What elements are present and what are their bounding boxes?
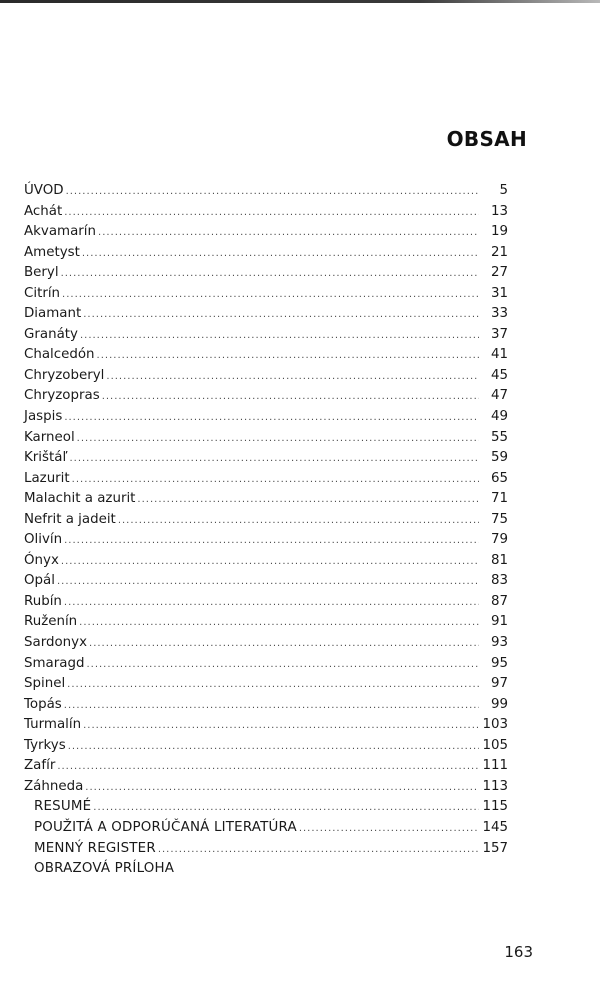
toc-entry-page: 97	[490, 676, 508, 692]
toc-entry	[24, 571, 508, 592]
toc-entry-title: Opál	[24, 573, 55, 589]
toc-entry-page: 71	[490, 491, 508, 507]
toc-entry	[24, 715, 508, 736]
toc-entry-page: 65	[490, 470, 508, 486]
toc-dot-leader	[69, 449, 479, 470]
toc-entry	[24, 654, 508, 675]
toc-dot-leader	[79, 613, 479, 634]
toc-dot-leader	[77, 429, 479, 450]
toc-entry-page: 27	[490, 265, 508, 281]
page-number: 163	[504, 943, 533, 961]
toc-entry-page: 55	[490, 429, 508, 445]
toc-dot-leader	[64, 593, 479, 614]
toc-entry-page: 111	[482, 758, 508, 774]
toc-entry	[24, 469, 508, 490]
toc-dot-leader	[72, 470, 479, 491]
toc-entry	[24, 366, 508, 387]
toc-dot-leader	[83, 305, 479, 326]
toc-entry-page: 21	[490, 244, 508, 260]
toc-entry-page: 95	[490, 655, 508, 671]
toc-entry-page: 31	[490, 285, 508, 301]
toc-dot-leader	[83, 716, 479, 737]
toc-entry-page: 105	[482, 737, 508, 753]
toc-dot-leader	[57, 757, 479, 778]
toc-dot-leader	[61, 552, 479, 573]
toc-entry-title: RESUMÉ	[34, 799, 92, 815]
toc-entry-title: Chalcedón	[24, 347, 95, 363]
toc-entry-title: Záhneda	[24, 778, 84, 794]
toc-dot-leader	[64, 408, 479, 429]
toc-entry	[24, 859, 508, 880]
toc-entry-title: Malachit a azurit	[24, 491, 136, 507]
toc-entry-title: Ametyst	[24, 244, 80, 260]
toc-entry	[24, 345, 508, 366]
toc-entry-page: 103	[482, 717, 508, 733]
toc-entry-title: Nefrit a jadeit	[24, 511, 116, 527]
toc-entry-title: Karneol	[24, 429, 75, 445]
page-top-edge	[0, 0, 600, 3]
toc-entry	[24, 263, 508, 284]
toc-entry	[24, 284, 508, 305]
toc-entry	[24, 530, 508, 551]
toc-entry-page: 145	[482, 819, 508, 835]
toc-dot-leader	[137, 490, 479, 511]
toc-entry-title: Citrín	[24, 285, 61, 301]
toc-entry	[24, 325, 508, 346]
toc-entry-page: 45	[490, 367, 508, 383]
toc-entry-page: 99	[490, 696, 508, 712]
toc-dot-leader	[98, 223, 479, 244]
toc-entry	[24, 489, 508, 510]
toc-entry-title: Rubín	[24, 593, 62, 609]
toc-entry-page: 75	[490, 511, 508, 527]
toc-entry-page: 157	[482, 840, 508, 856]
toc-entry	[24, 612, 508, 633]
toc-dot-leader	[118, 511, 479, 532]
toc-entry-title: Chryzoberyl	[24, 367, 105, 383]
toc-entry-title: Granáty	[24, 326, 78, 342]
toc-entry	[24, 428, 508, 449]
toc-entry-title: Krištáľ	[24, 450, 68, 466]
toc-entry-page: 115	[482, 799, 508, 815]
toc-entry	[24, 633, 508, 654]
toc-entry-title: Ruženín	[24, 614, 78, 630]
toc-entry-title: POUŽITÁ A ODPORÚČANÁ LITERATÚRA	[34, 819, 297, 835]
toc-entry-title: Ónyx	[24, 552, 59, 568]
toc-entry-title: Turmalín	[24, 717, 82, 733]
toc-entry-page: 33	[490, 306, 508, 322]
toc-dot-leader	[299, 819, 479, 840]
toc-entry	[24, 510, 508, 531]
toc-dot-leader	[68, 737, 479, 758]
toc-entry	[24, 674, 508, 695]
toc-entry-page: 81	[490, 552, 508, 568]
toc-entry-title: Zafír	[24, 758, 56, 774]
toc-entry-page: 37	[490, 326, 508, 342]
toc-entry-title: Beryl	[24, 265, 59, 281]
toc-entry-title: ÚVOD	[24, 183, 64, 198]
toc-entry	[24, 243, 508, 264]
toc-entry	[24, 756, 508, 777]
toc-dot-leader	[64, 531, 479, 552]
toc-entry-page: 5	[499, 183, 508, 198]
toc-entry-page: 41	[490, 347, 508, 363]
toc-entry	[24, 202, 508, 223]
toc-entry-page: 87	[490, 593, 508, 609]
toc-entry	[24, 551, 508, 572]
toc-entry	[24, 304, 508, 325]
toc-entry	[24, 181, 508, 202]
toc-entry	[24, 222, 508, 243]
toc-entry-title: Diamant	[24, 306, 82, 322]
toc-dot-leader	[86, 655, 479, 676]
toc-entry-title: Smaragd	[24, 655, 85, 671]
toc-dot-leader	[66, 182, 479, 203]
toc-entry-title: Akvamarín	[24, 224, 97, 240]
page-title: OBSAH	[446, 127, 527, 151]
toc-entry-page: 19	[490, 224, 508, 240]
toc-entry-title: OBRAZOVÁ PRÍLOHA	[34, 861, 175, 877]
toc-dot-leader	[93, 798, 479, 819]
toc-entry	[24, 839, 508, 860]
toc-entry-page: 13	[490, 203, 508, 219]
toc-entry	[24, 386, 508, 407]
toc-entry-page: 47	[490, 388, 508, 404]
toc-entry-title: MENNÝ REGISTER	[34, 840, 156, 856]
toc-dot-leader	[80, 326, 479, 347]
toc-entry-page: 59	[490, 450, 508, 466]
toc-entry-title: Lazurit	[24, 470, 70, 486]
toc-entry	[24, 797, 508, 818]
toc-dot-leader	[82, 244, 479, 265]
toc-dot-leader	[67, 675, 479, 696]
toc-entry-title: Sardonyx	[24, 635, 88, 651]
toc-entry	[24, 695, 508, 716]
toc-entry-page: 79	[490, 532, 508, 548]
toc-entry-page: 83	[490, 573, 508, 589]
toc-entry-title: Achát	[24, 203, 63, 219]
toc-dot-leader	[85, 778, 479, 799]
toc-dot-leader	[61, 264, 479, 285]
toc-entry	[24, 736, 508, 757]
toc-entry	[24, 818, 508, 839]
toc-entry-title: Tyrkys	[24, 737, 66, 753]
toc-dot-leader	[89, 634, 479, 655]
toc-dot-leader	[57, 572, 479, 593]
toc-entry	[24, 777, 508, 798]
toc-entry	[24, 592, 508, 613]
toc-entry-title: Topás	[24, 696, 62, 712]
toc-dot-leader	[64, 696, 479, 717]
toc-entry-title: Chryzopras	[24, 388, 100, 404]
toc-dot-leader	[62, 285, 479, 306]
toc-dot-leader	[102, 387, 479, 408]
toc-entry-page: 113	[482, 778, 508, 794]
toc-entry	[24, 448, 508, 469]
toc-dot-leader	[64, 203, 479, 224]
toc-dot-leader	[158, 840, 479, 861]
toc-entry-title: Jaspis	[24, 409, 63, 425]
table-of-contents	[24, 181, 508, 880]
toc-entry-page: 93	[490, 635, 508, 651]
toc-dot-leader	[106, 367, 479, 388]
toc-entry	[24, 407, 508, 428]
toc-entry-page: 91	[490, 614, 508, 630]
toc-entry-title: Olivín	[24, 532, 63, 548]
toc-dot-leader	[97, 346, 479, 367]
toc-entry-page: 49	[490, 409, 508, 425]
toc-entry-title: Spinel	[24, 676, 66, 692]
